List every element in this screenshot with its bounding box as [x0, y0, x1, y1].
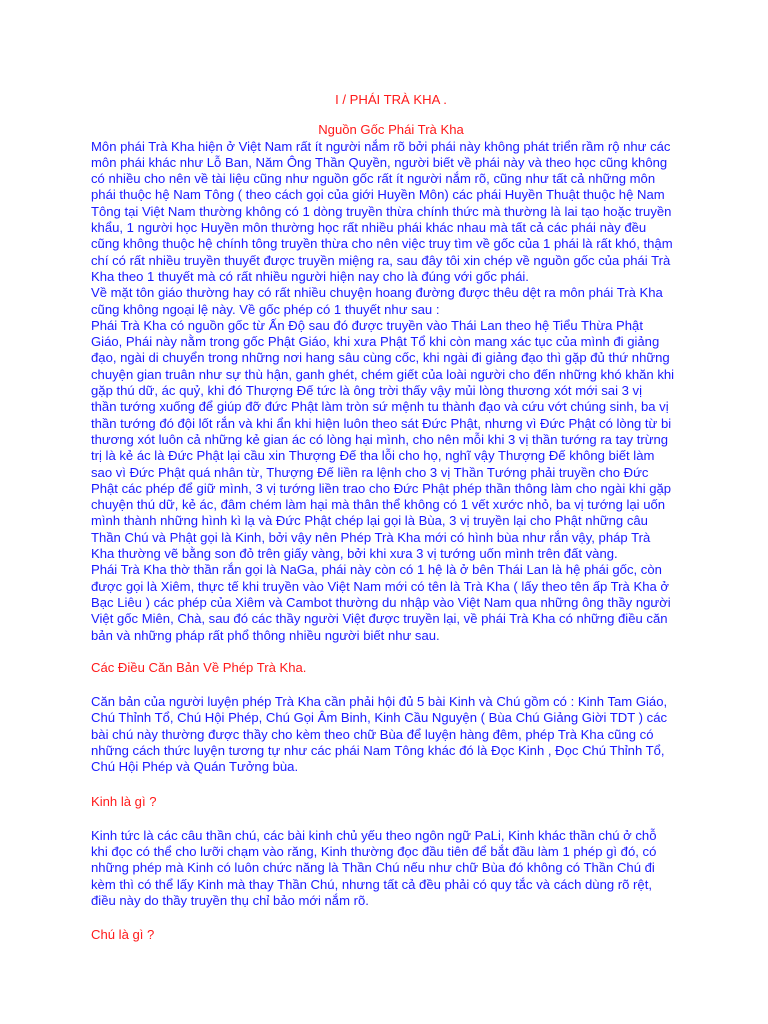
section-heading-chu: Chú là gì ?	[91, 927, 155, 943]
document-page	[91, 92, 691, 944]
paragraph-legend: Phái Trà Kha có nguồn gốc từ Ấn Độ sau đó được truyền vào Thái Lan theo hệ Tiểu Thừa Phật Giáo, Phái này nằm trong gốc Phật Giáo, khi xưa Phật Tổ khi còn mang xác tục của mình đi giảng đạo, ngài di chuyển trong những nơi hang sâu cùng cốc, khi ngài đi giảng đạo thì gặp đủ thứ những chuyện gian truân như sự thù hận, ganh ghét, chém giết của loài người cho đến những khó khăn khi gặp thú dữ, ác quỷ, khi đó Thượng Đế tức là ông trời thấy vậy mủi lòng thương xót mới sai 3 vị thần tướng xuống để giúp đỡ đức Phật làm tròn sứ mệnh tu thành đạo và cứu vớt chúng sinh, ba vị thần tướng đó đội lốt rắn và khi ẩn khi hiện luôn theo sát Đức Phật, nhưng vì Đức Phật có lòng từ bi thương xót luôn cả những kẻ gian ác có lòng hại mình, cho nên mỗi khi 3 vị thần tướng ra tay trừng trị là kẻ ác là Đức Phật lại cầu xin Thượng Đế tha lỗi cho họ, nghĩ vậy Thượng Đế không biết làm sao vì Đức Phật quá nhân từ, Thượng Đế liền ra lệnh cho 3 vị Thần Tướng phải truyền cho Đức Phật các phép để giữ mình, 3 vị tướng liền trao cho Đức Phật phép thần thông làm cho ngài khi gặp chuyện thú dữ, kẻ ác, đâm chém làm hại mà thân thể không có 1 vết xước nhỏ, ba vị tướng lại uốn mình thành những hình kì lạ và Đức Phật chép lại gọi là Bùa, 3 vị truyền lại cho Phật những câu Thần Chú và Phật gọi là Kinh, bởi vậy nên Phép Trà Kha mới có hình bùa như rắn vậy, pháp Trà Kha thường vẽ bằng son đỏ trên giấy vàng, bởi khi xưa 3 vị tướng uốn mình trên đất vàng.	[91, 317, 675, 562]
section-heading-kinh: Kinh là gì ?	[91, 793, 157, 809]
paragraph-kinh: Kinh tức là các câu thần chú, các bài kinh chủ yếu theo ngôn ngữ PaLi, Kinh khác thần chú ở chỗ khi đọc có thể cho lưỡi chạm vào răng, Kinh thường đọc đầu tiên để bắt đầu làm 1 phép gì đó, có những phép mà Kinh có luôn chức năng là Thần Chú nếu như chữ Bùa đó không có Thần Chú đi kèm thì có thể lấy Kinh mà thay Thần Chú, nhưng tất cả đều phải có quy tắc và cách dùng rõ rệt, điều này do thầy truyền thụ chỉ bảo mới nắm rõ.	[91, 827, 657, 909]
paragraph-naga: Phái Trà Kha thờ thần rắn gọi là NaGa, phái này còn có 1 hệ là ở bên Thái Lan là hệ phái gốc, còn được gọi là Xiêm, thực tế khi truyền vào Việt Nam mới có tên là Trà Kha ( lấy theo tên ấp Trà Kha ở Bạc Liêu ) các phép của Xiêm và Cambot thường du nhập vào Việt Nam qua những ông thầy người Việt gốc Miên, Chà, sau đó các thầy người Việt được truyền lại, về phái Trà Kha có những điều căn bản và những pháp rất phổ thông nhiều người biết như sau.	[91, 562, 671, 643]
document-title: I / PHÁI TRÀ KHA .	[335, 92, 447, 107]
section-heading-basics: Các Điều Căn Bản Về Phép Trà Kha.	[91, 659, 307, 675]
paragraph-religion-note: Về mặt tôn giáo thường hay có rất nhiều chuyện hoang đường được thêu dệt ra môn phái Trà Kha cũng không ngoại lệ này. Về gốc phép có 1 thuyết như sau :	[91, 285, 663, 317]
paragraph-basics: Căn bản của người luyện phép Trà Kha cần phải hội đủ 5 bài Kinh và Chú gồm có : Kinh Tam Giáo, Chú Thỉnh Tổ, Chú Hội Phép, Chú Gọi Âm Binh, Kinh Cầu Nguyện ( Bùa Chú Giảng Giời TDT ) các bài chú này thường được thầy cho kèm theo chữ Bùa để luyện hàng đêm, phép Trà Kha cũng có những cách thức luyện tương tự như các phái Nam Tông khác đó là Đọc Kinh , Đọc Chú Thỉnh Tổ, Chú Hội Phép và Quán Tưởng bùa.	[91, 694, 668, 775]
section-heading-origin: Nguồn Gốc Phái Trà Kha	[318, 122, 464, 138]
paragraph-origin-intro: Môn phái Trà Kha hiện ở Việt Nam rất ít người nắm rõ bởi phái này không phát triển rầm rộ như các môn phái khác như Lỗ Ban, Năm Ông Thần Quyền, người biết về phái này và theo học cũng không có nhiều cho nên về tài liệu cũng như nguồn gốc rất ít người nắm rõ, cũng như tất cả những môn phái thuộc hệ Nam Tông ( theo cách gọi của giới Huyền Môn) các phái Huyền Thuật thuộc hệ Nam Tông tại Việt Nam thường không có 1 dòng truyền thừa chính thức mà thường là lai tạo hoặc truyền khẩu, 1 người học Huyền môn thường học rất nhiều phái khác nhau mà tất cả các phái này đều cũng không thuộc hệ chính tông truyền thừa cho nên việc truy tìm về gốc của 1 phái là rất khó, thậm chí có rất nhiều truyền thuyết được truyền miệng ra, sau đây tôi xin chép về nguồn gốc của phái Trà Kha theo 1 thuyết mà có rất nhiều người hiện nay cho là đúng với gốc phái.	[91, 138, 673, 284]
